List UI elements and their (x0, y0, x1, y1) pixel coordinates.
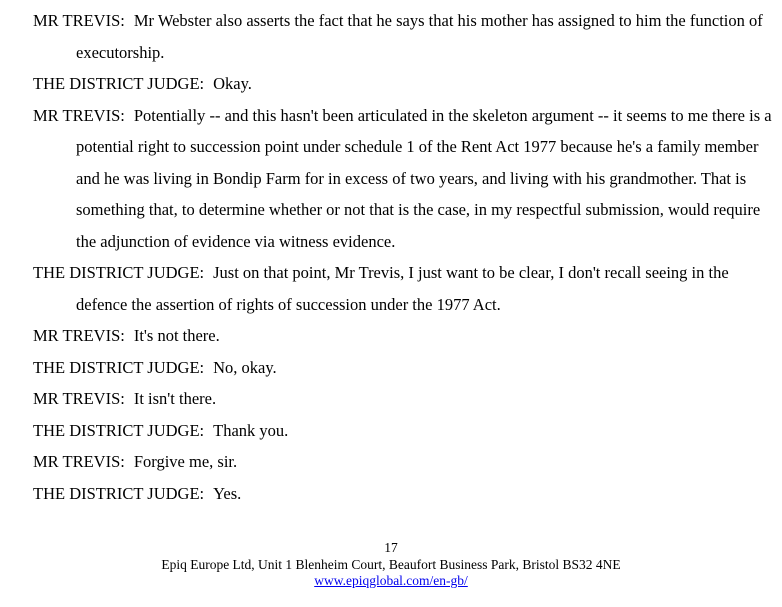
transcript-paragraph (33, 100, 773, 258)
speech-text: Just on that point, Mr Trevis, I just want to be clear, I don't recall seeing in the defence the assertion of rights of succession under the 1977 Act. (76, 263, 729, 314)
speaker-label: THE DISTRICT JUDGE: (33, 263, 205, 282)
speaker-label: THE DISTRICT JUDGE: (33, 357, 205, 377)
website-link[interactable]: www.epiqglobal.com/en-gb/ (314, 573, 468, 588)
transcript-paragraph (33, 352, 773, 384)
speech-text: Okay. (213, 74, 252, 93)
speech-text: Potentially -- and this hasn't been articulated in the skeleton argument -- it seems to me there is a potential right to succession point under schedule 1 of the Rent Act 1977 because he's a family member and he was living in Bondip Farm for in excess of two years, and living with his grandmother. That is something that, to determine whether or not that is the case, in my respectful submission, would require the adjunction of evidence via witness evidence. (76, 105, 772, 251)
speech-text: No, okay. (213, 357, 277, 377)
page-footer (0, 540, 782, 590)
page-number: 17 (384, 540, 398, 555)
speech-text: Forgive me, sir. (133, 452, 238, 471)
speaker-label: THE DISTRICT JUDGE: (33, 483, 205, 503)
transcript-paragraph (33, 446, 773, 478)
speech-text: It isn't there. (133, 389, 217, 408)
transcript-paragraph (33, 320, 773, 352)
speaker-label: THE DISTRICT JUDGE: (33, 74, 205, 93)
speaker-label: MR TREVIS: (33, 452, 125, 471)
speech-text: Mr Webster also asserts the fact that he says that his mother has assigned to him the function of executorship. (76, 11, 763, 62)
speaker-label: MR TREVIS: (33, 389, 125, 408)
transcript-paragraph (33, 5, 773, 68)
speech-text: Yes. (213, 483, 242, 503)
transcript-body (33, 5, 773, 509)
transcript-paragraph (33, 257, 773, 320)
transcript-paragraph (33, 478, 773, 510)
speaker-label: THE DISTRICT JUDGE: (33, 420, 205, 440)
transcript-paragraph (33, 383, 773, 415)
transcript-paragraph (33, 415, 773, 447)
speaker-label: MR TREVIS: (33, 105, 125, 125)
speech-text: It's not there. (133, 326, 220, 345)
company-address: Epiq Europe Ltd, Unit 1 Blenheim Court, Beaufort Business Park, Bristol BS32 4NE (161, 556, 621, 572)
speaker-label: MR TREVIS: (33, 11, 125, 30)
speech-text: Thank you. (213, 420, 289, 440)
speaker-label: MR TREVIS: (33, 326, 125, 345)
transcript-paragraph (33, 68, 773, 100)
